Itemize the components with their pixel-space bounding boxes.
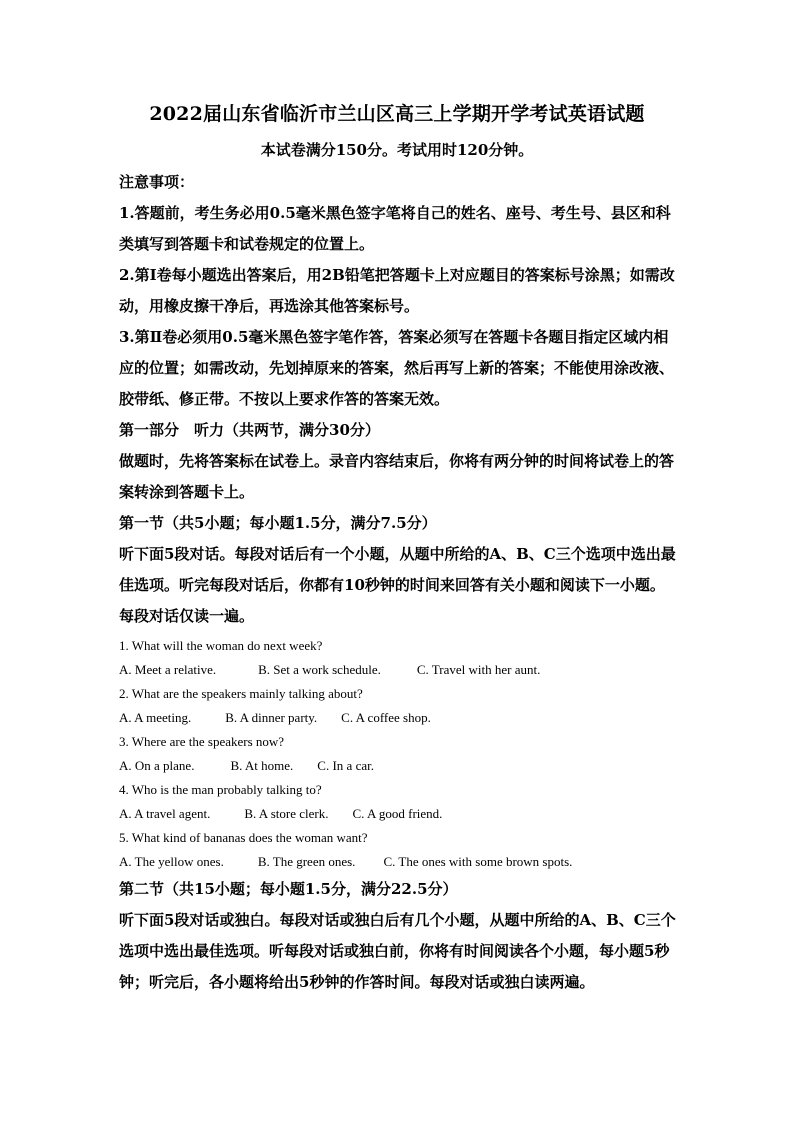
- option-a: A. Meet a relative.: [119, 662, 217, 677]
- part1-instruction: 做题时，先将答案标在试卷上。录音内容结束后，你将有两分钟的时间将试卷上的答案转涂到答题卡上。: [119, 452, 675, 501]
- question-stem: 3. Where are the speakers now?: [119, 734, 285, 749]
- question-list: [119, 634, 679, 874]
- section1-heading: 第一节（共5小题；每小题1.5分，满分7.5分）: [119, 514, 437, 532]
- part1-heading: 第一部分 听力（共两节，满分30分）: [119, 421, 380, 439]
- question-stem: 1. What will the woman do next week?: [119, 638, 323, 653]
- question-options: [119, 658, 679, 682]
- option-c: C. The ones with some brown spots.: [383, 854, 573, 869]
- option-a: A. A meeting.: [119, 710, 192, 725]
- section1-instruction: 听下面5段对话。每段对话后有一个小题，从题中所给的A、B、C三个选项中选出最佳选项。听完每段对话后，你都有10秒钟的时间来回答有关小题和阅读下一小题。每段对话仅读一遍。: [119, 545, 676, 625]
- question-options: [119, 706, 679, 730]
- section2-instruction: 听下面5段对话或独白。每段对话或独白后有几个小题，从题中所给的A、B、C三个选项中选出最佳选项。听每段对话或独白前，你将有时间阅读各个小题，每小题5秒钟；听完后，各小题将给出5秒钟的作答时间。每段对话或独白读两遍。: [119, 911, 676, 991]
- note-item: 1.答题前，考生务必用0.5毫米黑色签字笔将自己的姓名、座号、考生号、县区和科类填写到答题卡和试卷规定的位置上。: [119, 204, 671, 253]
- question-options: [119, 802, 679, 826]
- option-b: B. The green ones.: [257, 854, 356, 869]
- option-c: C. A good friend.: [352, 806, 443, 821]
- note-item: 3.第Ⅱ卷必须用0.5毫米黑色签字笔作答，答案必须写在答题卡各题目指定区域内相应的位置；如需改动，先划掉原来的答案，然后再写上新的答案；不能使用涂改液、胶带纸、修正带。不按以上要求作答的答案无效。: [119, 328, 675, 408]
- question-stem: 4. Who is the man probably talking to?: [119, 782, 322, 797]
- question-options: [119, 850, 679, 874]
- question-stem: 2. What are the speakers mainly talking about?: [119, 686, 363, 701]
- section2-heading: 第二节（共15小题；每小题1.5分，满分22.5分）: [119, 880, 458, 898]
- option-a: A. The yellow ones.: [119, 854, 224, 869]
- option-b: B. A store clerk.: [244, 806, 329, 821]
- document-body: [119, 167, 679, 998]
- option-b: B. Set a work schedule.: [258, 662, 381, 677]
- note-item: 2.第Ⅰ卷每小题选出答案后，用2B铅笔把答题卡上对应题目的答案标号涂黑；如需改动，用橡皮擦干净后，再选涂其他答案标号。: [119, 266, 675, 315]
- question-stem: 5. What kind of bananas does the woman want?: [119, 830, 368, 845]
- option-a: A. A travel agent.: [119, 806, 211, 821]
- page-title: 2022届山东省临沂市兰山区高三上学期开学考试英语试题: [149, 103, 645, 125]
- option-c: C. Travel with her aunt.: [416, 662, 541, 677]
- option-a: A. On a plane.: [119, 758, 195, 773]
- option-b: B. At home.: [230, 758, 294, 773]
- option-b: B. A dinner party.: [225, 710, 318, 725]
- option-c: C. A coffee shop.: [341, 710, 431, 725]
- option-c: C. In a car.: [317, 758, 374, 773]
- page-subtitle: 本试卷满分150分。考试用时120分钟。: [260, 141, 534, 159]
- notes-heading: 注意事项：: [119, 173, 195, 191]
- question-options: [119, 754, 679, 778]
